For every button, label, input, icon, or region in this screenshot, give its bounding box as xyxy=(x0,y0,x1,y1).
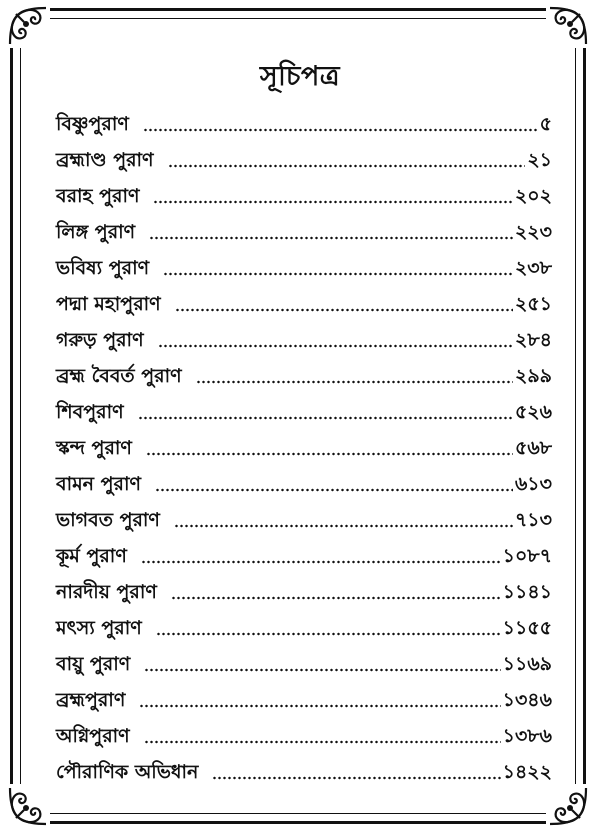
dot-leader xyxy=(155,488,513,492)
toc-entry-page: ১০৮৭ xyxy=(502,545,552,567)
toc-entry[interactable] xyxy=(56,720,552,756)
dot-leader xyxy=(141,560,501,564)
dot-leader xyxy=(146,452,513,456)
dot-leader xyxy=(212,776,500,780)
toc-entry-title: পদ্মা মহাপুরাণ xyxy=(56,293,161,315)
dot-leader xyxy=(149,236,513,240)
toc-entry-title: ব্রহ্মপুরাণ xyxy=(56,689,126,711)
toc-entry-page: ১১৫৫ xyxy=(502,617,552,639)
ornamental-corner-icon xyxy=(546,784,590,828)
toc-entry-page: ২১ xyxy=(527,149,552,171)
toc-entry-title: বায়ু পুরাণ xyxy=(56,653,131,675)
dot-leader xyxy=(175,308,513,312)
toc-entry[interactable] xyxy=(56,504,552,540)
table-of-contents xyxy=(56,108,552,792)
toc-entry[interactable] xyxy=(56,684,552,720)
dot-leader xyxy=(139,704,500,708)
toc-entry-page: ২০২ xyxy=(514,185,552,207)
toc-entry[interactable] xyxy=(56,396,552,432)
page-title: সূচিপত্র xyxy=(259,61,341,92)
dot-leader xyxy=(168,164,526,168)
toc-entry-page: ৫৬৮ xyxy=(514,437,552,459)
toc-entry[interactable] xyxy=(56,252,552,288)
toc-entry-title: বামন পুরাণ xyxy=(56,473,141,495)
toc-entry-page: ৬১৩ xyxy=(514,473,552,495)
dot-leader xyxy=(163,272,513,276)
toc-entry-page: ১৩৮৬ xyxy=(502,725,552,747)
toc-entry-page: ১১৬৯ xyxy=(502,653,552,675)
toc-entry[interactable] xyxy=(56,180,552,216)
toc-entry-page: ৭১৩ xyxy=(514,509,552,531)
toc-entry-page: ২৩৮ xyxy=(514,257,552,279)
dot-leader xyxy=(174,524,513,528)
toc-entry-page: ৫ xyxy=(539,113,552,135)
toc-entry-title: অগ্নিপুরাণ xyxy=(56,725,130,747)
toc-entry-page: ২৫১ xyxy=(514,293,552,315)
toc-entry-page: ১৩৪৬ xyxy=(502,689,552,711)
toc-entry[interactable] xyxy=(56,360,552,396)
toc-entry-title: গরুড় পুরাণ xyxy=(56,329,144,351)
toc-entry[interactable] xyxy=(56,540,552,576)
toc-entry-page: ২২৩ xyxy=(514,221,552,243)
dot-leader xyxy=(171,596,501,600)
toc-entry-title: ভবিষ্য পুরাণ xyxy=(56,257,150,279)
dot-leader xyxy=(138,416,513,420)
toc-entry-page: ১১৪১ xyxy=(502,581,552,603)
toc-entry[interactable] xyxy=(56,144,552,180)
dot-leader xyxy=(156,632,501,636)
ornamental-corner-icon xyxy=(6,784,50,828)
dot-leader xyxy=(143,128,538,132)
dot-leader xyxy=(158,344,513,348)
toc-entry-title: বিষ্ণুপুরাণ xyxy=(56,113,129,135)
dot-leader xyxy=(153,200,512,204)
toc-entry-title: ব্রহ্মাণ্ড পুরাণ xyxy=(56,149,154,171)
toc-entry[interactable] xyxy=(56,324,552,360)
toc-entry[interactable] xyxy=(56,648,552,684)
toc-entry-title: ব্রহ্ম বৈবর্ত পুরাণ xyxy=(56,365,182,387)
toc-entry[interactable] xyxy=(56,108,552,144)
toc-entry-title: বরাহ পুরাণ xyxy=(56,185,140,207)
toc-entry-title: কূর্ম পুরাণ xyxy=(56,545,127,567)
toc-entry-title: শিবপুরাণ xyxy=(56,401,124,423)
toc-entry[interactable] xyxy=(56,612,552,648)
toc-entry-title: ভাগবত পুরাণ xyxy=(56,509,160,531)
dot-leader xyxy=(144,668,500,672)
toc-entry-page: ৫২৬ xyxy=(514,401,552,423)
dot-leader xyxy=(196,380,513,384)
toc-entry[interactable] xyxy=(56,756,552,792)
toc-entry-page: ১৪২২ xyxy=(502,761,552,783)
ornamental-corner-icon xyxy=(6,4,50,48)
dot-leader xyxy=(144,740,501,744)
toc-entry[interactable] xyxy=(56,576,552,612)
toc-entry-title: পৌরাণিক অভিধান xyxy=(56,761,199,783)
toc-entry-title: স্কন্দ পুরাণ xyxy=(56,437,132,459)
toc-entry[interactable] xyxy=(56,468,552,504)
toc-entry[interactable] xyxy=(56,288,552,324)
toc-entry[interactable] xyxy=(56,216,552,252)
toc-entry-title: নারদীয় পুরাণ xyxy=(56,581,157,603)
toc-entry-page: ২৮৪ xyxy=(514,329,552,351)
toc-entry-title: লিঙ্গ পুরাণ xyxy=(56,221,136,243)
toc-entry-page: ২৯৯ xyxy=(514,365,552,387)
ornamental-corner-icon xyxy=(546,4,590,48)
toc-entry-title: মৎস্য পুরাণ xyxy=(56,617,142,639)
toc-entry[interactable] xyxy=(56,432,552,468)
